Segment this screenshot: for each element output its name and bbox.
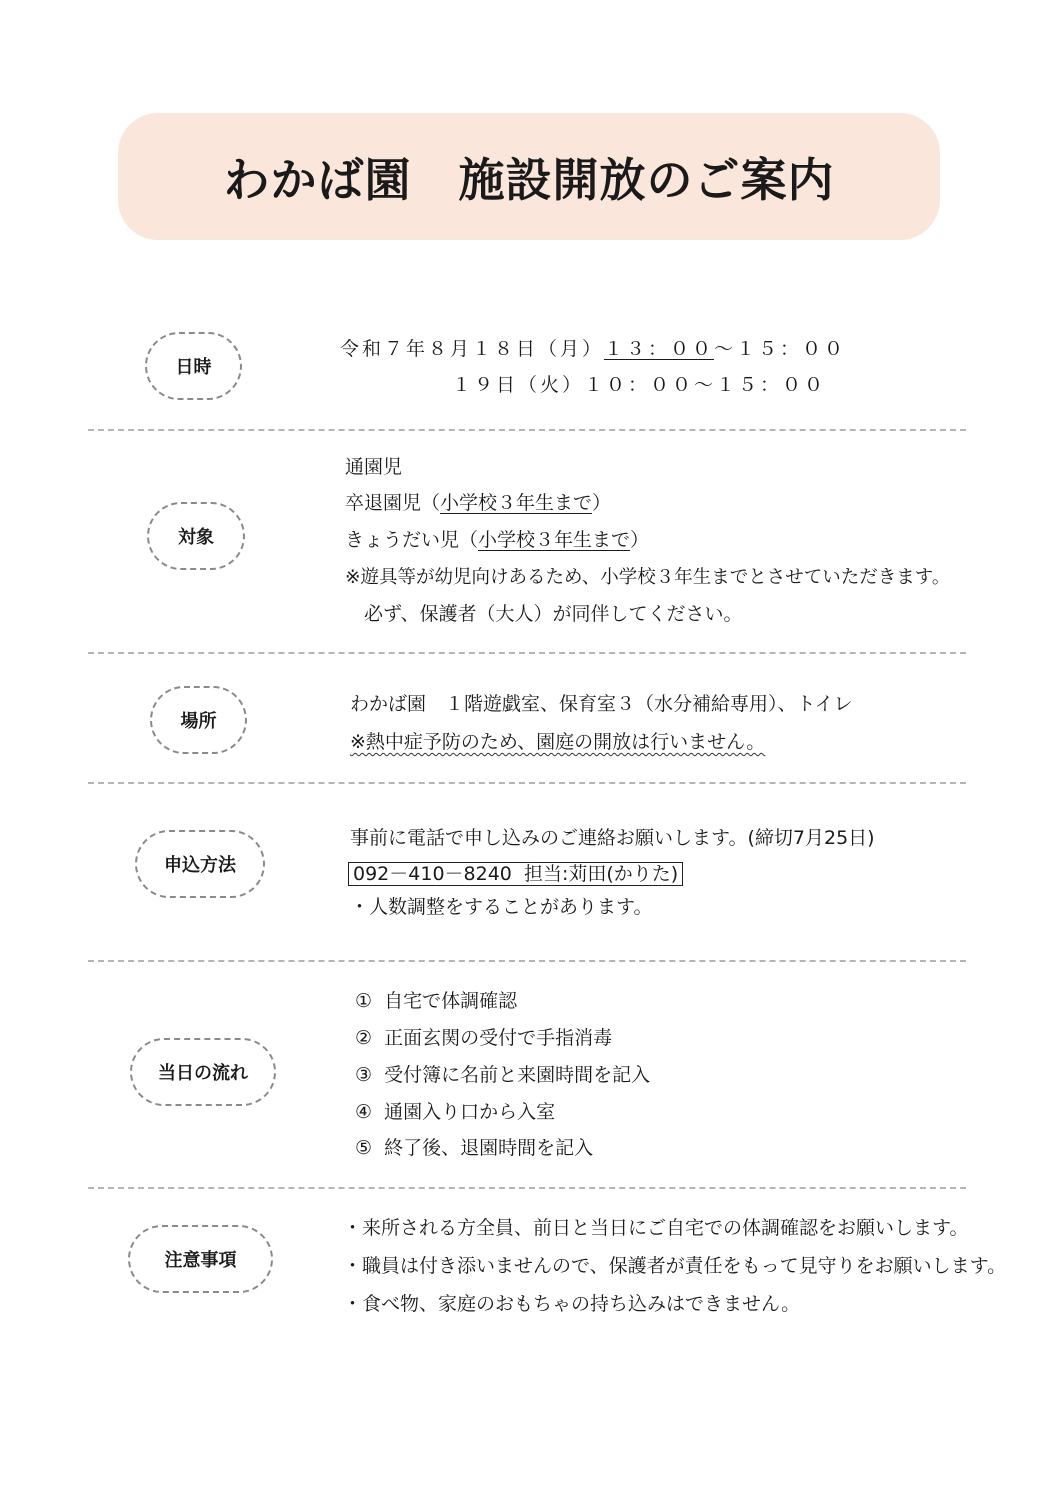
flow-step-3: ③ 受付簿に名前と来園時間を記入 xyxy=(355,1064,651,1086)
divider xyxy=(88,429,966,431)
page-title: わかば園 施設開放のご案内 xyxy=(223,152,835,207)
title-banner xyxy=(118,113,940,240)
target-line-3 xyxy=(345,528,649,552)
datetime-line-1 xyxy=(340,337,846,361)
apply-line-3: ・人数調整をすることがあります。 xyxy=(350,896,653,918)
place-line-2: ※熱中症予防のため、園庭の開放は行いません。 xyxy=(350,731,766,753)
datetime-start-time: １３：００ xyxy=(604,338,715,360)
target-line-2-limit: 小学校３年生まで xyxy=(440,492,593,514)
target-line-2 xyxy=(345,491,611,515)
flow-step-1: ① 自宅で体調確認 xyxy=(355,990,518,1012)
target-line-2-prefix: 卒退園児（ xyxy=(345,492,441,514)
notes-label: 注意事項 xyxy=(128,1225,273,1293)
datetime-date: 令和７年８月１８日（月） xyxy=(340,338,605,360)
datetime-line-2: １９日（火）１０：００～１５：００ xyxy=(452,374,827,396)
divider xyxy=(88,960,966,962)
target-line-2-suffix: ） xyxy=(592,492,612,514)
datetime-end-time: ～１５：００ xyxy=(714,338,847,360)
place-label: 場所 xyxy=(150,686,247,754)
target-line-1: 通園児 xyxy=(345,456,403,478)
notes-item-3: ・食べ物、家庭のおもちゃの持ち込みはできません。 xyxy=(343,1293,801,1315)
target-line-5: 必ず、保護者（大人）が同伴してください。 xyxy=(364,603,743,625)
notes-item-1: ・来所される方全員、前日と当日にご自宅での体調確認をお願いします。 xyxy=(343,1217,969,1239)
divider xyxy=(88,652,966,654)
apply-label: 申込方法 xyxy=(135,830,265,898)
apply-line-1: 事前に電話で申し込みのご連絡お願いします。(締切7月25日) xyxy=(350,827,875,849)
apply-phone: 092－410－8240 担当:苅田(かりた) xyxy=(348,862,683,886)
datetime-label: 日時 xyxy=(145,332,242,400)
flow-label: 当日の流れ xyxy=(130,1038,276,1106)
target-line-4: ※遊具等が幼児向けあるため、小学校３年生までとさせていただきます。 xyxy=(345,567,951,588)
target-line-3-limit: 小学校３年生まで xyxy=(478,529,631,551)
target-line-3-prefix: きょうだい児（ xyxy=(345,529,479,551)
apply-phone-line xyxy=(348,862,683,886)
divider xyxy=(88,1187,966,1189)
notes-item-2: ・職員は付き添いませんので、保護者が責任をもって見守りをお願いします。 xyxy=(343,1255,1007,1277)
flow-step-5: ⑤ 終了後、退園時間を記入 xyxy=(355,1137,594,1159)
flow-step-2: ② 正面玄関の受付で手指消毒 xyxy=(355,1027,613,1049)
place-line-1: わかば園 １階遊戯室、保育室３（水分補給専用）、トイレ xyxy=(350,693,853,715)
target-label: 対象 xyxy=(147,502,245,570)
target-line-3-suffix: ） xyxy=(630,529,650,551)
divider xyxy=(88,782,966,784)
flow-step-4: ④ 通園入り口から入室 xyxy=(355,1101,556,1123)
